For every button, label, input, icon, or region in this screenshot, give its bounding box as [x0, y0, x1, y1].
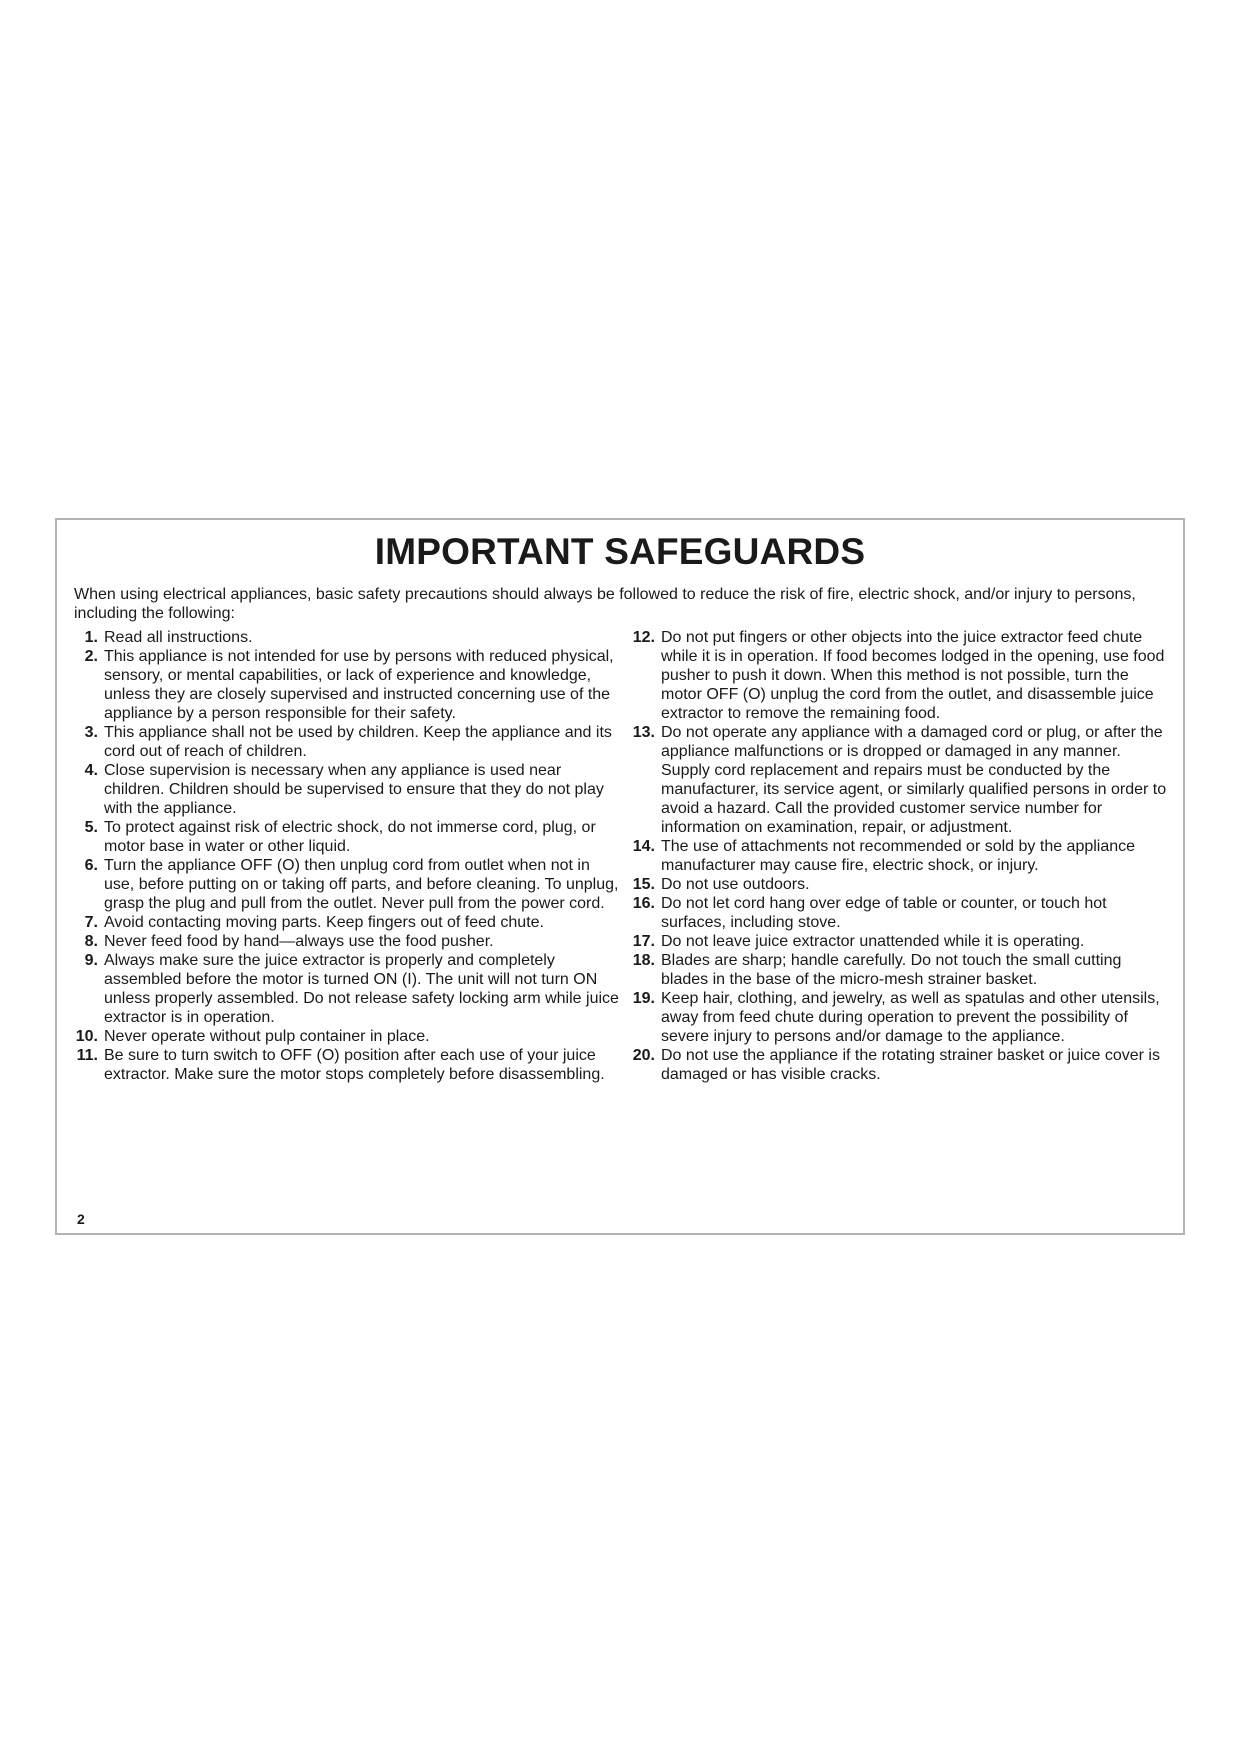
item-text: Do not leave juice extractor unattended while it is operating. [661, 933, 1085, 950]
item-number: 2. [84, 648, 98, 665]
item-text: Do not put fingers or other objects into the juice extractor feed chute while it is in operation. If food becomes lodged in the opening, use food pusher to push it down. When this method is not possible, turn the motor OFF (O) unplug the cord from the outlet, and disassemble juice extractor to remove the remaining food. [661, 629, 1165, 722]
list-item [625, 989, 1170, 1046]
list-item [74, 932, 619, 951]
item-number: 16. [632, 895, 655, 912]
item-number: 4. [84, 762, 98, 779]
item-text: Keep hair, clothing, and jewelry, as well as spatulas and other utensils, away from feed chute during operation to prevent the possibility of severe injury to persons and/or damage to the appliance. [661, 990, 1160, 1045]
page-title: IMPORTANT SAFEGUARDS [374, 531, 866, 572]
list-item [625, 837, 1170, 875]
item-text: Do not use the appliance if the rotating strainer basket or juice cover is damaged or has visible cracks. [661, 1047, 1160, 1083]
list-item [74, 818, 619, 856]
item-number: 19. [632, 990, 655, 1007]
item-number: 6. [84, 857, 98, 874]
item-text: Close supervision is necessary when any appliance is used near children. Children should be supervised to ensure that they do not play with the appliance. [104, 762, 604, 817]
list-item [74, 647, 619, 723]
list-item [625, 723, 1170, 837]
item-number: 7. [84, 914, 98, 931]
list-item [625, 951, 1170, 989]
item-number: 15. [632, 876, 655, 893]
item-number: 17. [632, 933, 655, 950]
item-text: Never feed food by hand—always use the food pusher. [104, 933, 494, 950]
item-text: Never operate without pulp container in place. [104, 1028, 430, 1045]
list-item [74, 723, 619, 761]
item-text: Be sure to turn switch to OFF (O) position after each use of your juice extractor. Make sure the motor stops completely before disassembling. [104, 1047, 605, 1083]
item-number: 5. [84, 819, 98, 836]
item-text: This appliance shall not be used by children. Keep the appliance and its cord out of reach of children. [104, 724, 612, 760]
item-text: Blades are sharp; handle carefully. Do not touch the small cutting blades in the base of the micro-mesh strainer basket. [661, 952, 1122, 988]
item-text: Always make sure the juice extractor is properly and completely assembled before the motor is turned ON (I). The unit will not turn ON unless properly assembled. Do not release safety locking arm while juice extractor is in operation. [104, 952, 619, 1026]
list-item [74, 913, 619, 932]
list-item [625, 932, 1170, 951]
item-number: 18. [632, 952, 655, 969]
item-text: Avoid contacting moving parts. Keep fingers out of feed chute. [104, 914, 544, 931]
list-item [625, 894, 1170, 932]
list-item [625, 1046, 1170, 1084]
list-item [74, 628, 619, 647]
list-item [74, 761, 619, 818]
safeguards-panel [55, 518, 1185, 1235]
item-text: This appliance is not intended for use by persons with reduced physical, sensory, or mental capabilities, or lack of experience and knowledge, unless they are closely supervised and instructed concerning use of the appliance by a person responsible for their safety. [104, 648, 614, 722]
item-text: Read all instructions. [104, 629, 253, 646]
safeguards-list-left [74, 628, 619, 1084]
item-number: 10. [75, 1028, 98, 1045]
item-text: Turn the appliance OFF (O) then unplug cord from outlet when not in use, before putting on or taking off parts, and before cleaning. To unplug, grasp the plug and pull from the outlet. Never pull from the power cord. [104, 857, 619, 912]
intro-paragraph: When using electrical appliances, basic safety precautions should always be followed to reduce the risk of fire, electric shock, and/or injury to persons, including the following: [74, 586, 1136, 622]
item-number: 12. [632, 629, 655, 646]
item-text: Do not operate any appliance with a damaged cord or plug, or after the appliance malfunctions or is dropped or damaged in any manner. Supply cord replacement and repairs must be conducted by the manufacturer, its service agent, or similarly qualified persons in order to avoid a hazard. Call the provided customer service number for information on examination, repair, or adjustment. [661, 724, 1167, 836]
item-number: 20. [632, 1047, 655, 1064]
list-item [625, 875, 1170, 894]
list-item [74, 1046, 619, 1084]
item-number: 3. [84, 724, 98, 741]
item-text: To protect against risk of electric shock, do not immerse cord, plug, or motor base in water or other liquid. [104, 819, 596, 855]
list-item [74, 951, 619, 1027]
list-item [625, 628, 1170, 723]
item-number: 11. [76, 1047, 98, 1064]
item-text: The use of attachments not recommended or sold by the appliance manufacturer may cause fire, electric shock, or injury. [661, 838, 1136, 874]
item-number: 9. [84, 952, 98, 969]
safeguards-list-right [625, 628, 1170, 1084]
list-item [74, 856, 619, 913]
item-number: 1. [84, 629, 98, 646]
item-text: Do not use outdoors. [661, 876, 810, 893]
page-number: 2 [77, 1211, 85, 1227]
list-item [74, 1027, 619, 1046]
item-number: 13. [632, 724, 655, 741]
item-number: 8. [84, 933, 98, 950]
item-text: Do not let cord hang over edge of table or counter, or touch hot surfaces, including stove. [661, 895, 1107, 931]
item-number: 14. [632, 838, 655, 855]
